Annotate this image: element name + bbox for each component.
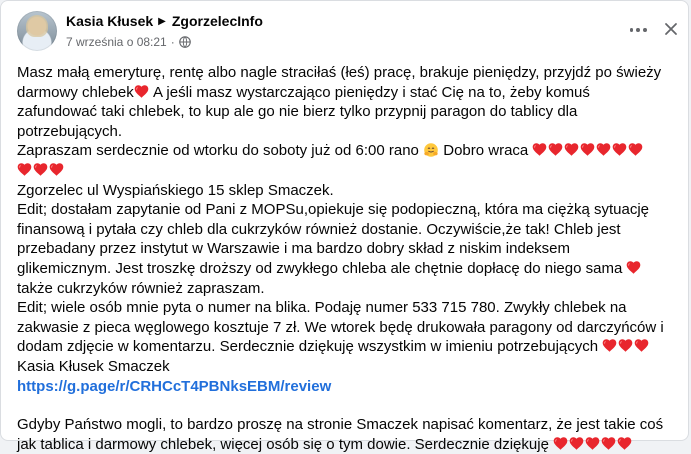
red-heart-icon bbox=[617, 437, 632, 450]
post-timestamp[interactable]: 7 września o 08:21 bbox=[66, 35, 167, 49]
paragraph-text: Masz małą emeryturę, rentę albo nagle straciłaś (łeś) pracę, brakuje pieniędzy, przyjdź po świeży darmowy chlebek bbox=[17, 64, 662, 101]
red-heart-icon bbox=[628, 143, 643, 156]
red-heart-icon bbox=[618, 339, 633, 352]
paragraph-text: A jeśli masz wystarczająco pieniędzy i stać Cię na to, żeby komuś zafundować taki chlebek, to kup ale go nie bierz tylko przypnij paragon do tablicy dla potrzebujących. bbox=[17, 83, 590, 140]
red-heart-icon bbox=[569, 437, 584, 450]
post-header bbox=[1, 1, 688, 61]
paragraph-1 bbox=[17, 63, 668, 141]
review-link-line bbox=[17, 377, 668, 397]
paragraph-2 bbox=[17, 141, 668, 180]
red-heart-icon bbox=[612, 143, 627, 156]
globe-icon bbox=[179, 36, 191, 48]
red-heart-icon bbox=[532, 143, 547, 156]
red-heart-icon bbox=[134, 85, 149, 98]
more-options-button[interactable] bbox=[628, 23, 648, 37]
red-heart-icon bbox=[564, 143, 579, 156]
paragraph-text: Edit; wiele osób mnie pyta o numer na blika. Podaję numer 533 715 780. Zwykły chlebek na zakwasie z pieca węglowego kosztuje 7 zł. We wtorek będę drukowała paragony od darczyńców i dodam zdjęcie w komentarzu. Serdecznie dziękuję wszystkim w imieniu potrzebujących bbox=[17, 299, 664, 356]
red-heart-icon bbox=[548, 143, 563, 156]
paragraph-5 bbox=[17, 298, 668, 357]
post-meta bbox=[66, 35, 191, 49]
red-heart-icon bbox=[580, 143, 595, 156]
red-heart-icon bbox=[585, 437, 600, 450]
red-heart-icon bbox=[634, 339, 649, 352]
red-heart-icon bbox=[596, 143, 611, 156]
paragraph-text: Gdyby Państwo mogli, to bardzo proszę na stronie Smaczek napisać komentarz, że jest takie coś jak tablica i darmowy chlebek, więcej osób się o tym dowie. Serdecznie dziękuję bbox=[17, 416, 664, 453]
author-name[interactable]: Kasia Kłusek bbox=[66, 13, 154, 29]
paragraph-text: Zapraszam serdecznie od wtorku do soboty już od 6:00 rano bbox=[17, 142, 424, 160]
paragraph-text: Dobro wraca bbox=[439, 142, 533, 160]
paragraph-text: także cukrzyków również zapraszam. bbox=[17, 279, 265, 297]
paragraph-text: Edit; dostałam zapytanie od Pani z MOPSu,opiekuje się podopieczną, która ma ciężką sytuację finansową i pytała czy chleb dla cukrzyków również dostanie. Oczywiście,że tak! Chleb jest przebadany przez instytut w Warszawie i ma bardzo dobry skład z niskim indeksem glikemicznym. Jest troszkę droższy od zwykłego chleba ale chętnie dopłacę do niego sama bbox=[17, 201, 650, 277]
red-heart-icon bbox=[553, 437, 568, 450]
paragraph-3: Zgorzelec ul Wyspiańskiego 15 sklep Smaczek. bbox=[17, 181, 334, 199]
paragraph-4 bbox=[17, 200, 668, 298]
signature: Kasia Kłusek Smaczek bbox=[17, 357, 170, 375]
post-body bbox=[17, 63, 668, 454]
red-heart-icon bbox=[602, 339, 617, 352]
avatar[interactable] bbox=[17, 11, 57, 51]
review-link[interactable]: https://g.page/r/CRHCcT4PBNksEBM/review bbox=[17, 377, 332, 395]
red-heart-icon bbox=[17, 163, 32, 176]
red-heart-icon bbox=[33, 163, 48, 176]
paragraph-spacer bbox=[17, 396, 668, 415]
red-heart-icon bbox=[626, 261, 641, 274]
red-heart-icon bbox=[601, 437, 616, 450]
close-icon[interactable] bbox=[664, 22, 678, 36]
caret-right-icon: ▶ bbox=[158, 15, 166, 27]
separator-dot: · bbox=[170, 35, 175, 49]
hugging-face-icon bbox=[423, 142, 439, 158]
paragraph-7 bbox=[17, 415, 668, 454]
group-name[interactable]: ZgorzelecInfo bbox=[171, 13, 263, 29]
author-line bbox=[66, 13, 263, 29]
red-heart-icon bbox=[49, 163, 64, 176]
